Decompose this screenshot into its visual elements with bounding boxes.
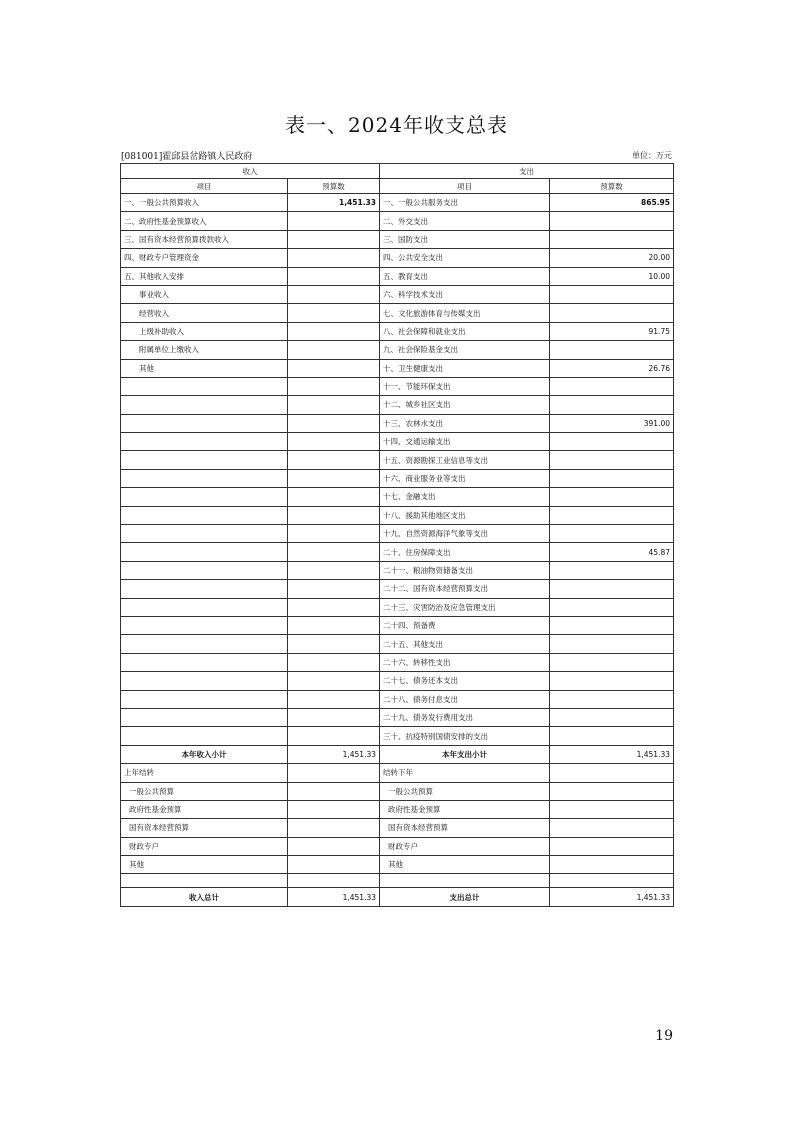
expense-budget-value bbox=[550, 304, 674, 322]
expense-item-label: 二十四、预备费 bbox=[380, 616, 550, 634]
expense-item-label: 二十六、转移性支出 bbox=[380, 653, 550, 671]
expense-total-label: 支出总计 bbox=[380, 888, 550, 906]
expense-item-label: 十五、资源勘探工业信息等支出 bbox=[380, 451, 550, 469]
table-row bbox=[121, 396, 674, 414]
carryover-expense-label: 国有资本经营预算 bbox=[380, 819, 550, 837]
expense-budget-value bbox=[550, 451, 674, 469]
carryover-expense-label: 其他 bbox=[380, 856, 550, 874]
table-row bbox=[121, 341, 674, 359]
income-budget-value bbox=[288, 230, 380, 248]
table-row bbox=[121, 304, 674, 322]
income-item-label bbox=[121, 451, 288, 469]
expense-budget-value bbox=[550, 285, 674, 303]
income-budget-value: 1,451.33 bbox=[288, 194, 380, 212]
carryover-income-value bbox=[288, 800, 380, 818]
carryover-income-value bbox=[288, 782, 380, 800]
expense-item-label: 十九、自然资源海洋气象等支出 bbox=[380, 525, 550, 543]
income-budget-value bbox=[288, 212, 380, 230]
income-item-label: 其他 bbox=[121, 359, 288, 377]
income-item-label bbox=[121, 653, 288, 671]
expense-budget-value: 45.87 bbox=[550, 543, 674, 561]
table-row bbox=[121, 249, 674, 267]
expense-item-label: 十八、援助其他地区支出 bbox=[380, 506, 550, 524]
expense-item-label: 八、社会保障和就业支出 bbox=[380, 322, 550, 340]
carryover-income-label: 政府性基金预算 bbox=[121, 800, 288, 818]
table-row bbox=[121, 433, 674, 451]
carryover-expense-label: 政府性基金预算 bbox=[380, 800, 550, 818]
empty-cell bbox=[550, 874, 674, 888]
expense-total-value: 1,451.33 bbox=[550, 888, 674, 906]
expense-budget-value bbox=[550, 230, 674, 248]
carryover-row bbox=[121, 837, 674, 855]
table-row bbox=[121, 285, 674, 303]
expense-budget-value bbox=[550, 469, 674, 487]
unit-label: 单位：万元 bbox=[632, 151, 672, 160]
carryover-expense-label: 财政专户 bbox=[380, 837, 550, 855]
budget-summary-table bbox=[120, 163, 674, 907]
carryover-expense-value bbox=[550, 819, 674, 837]
income-budget-value bbox=[288, 506, 380, 524]
expense-budget-value bbox=[550, 212, 674, 230]
income-budget-value bbox=[288, 672, 380, 690]
income-item-label bbox=[121, 690, 288, 708]
expense-item-label: 五、教育支出 bbox=[380, 267, 550, 285]
expense-budget-value bbox=[550, 433, 674, 451]
income-budget-value bbox=[288, 304, 380, 322]
carryover-income-label: 其他 bbox=[121, 856, 288, 874]
table-row bbox=[121, 543, 674, 561]
income-item-label bbox=[121, 525, 288, 543]
spacer-row bbox=[121, 874, 674, 888]
expense-budget-value: 26.76 bbox=[550, 359, 674, 377]
organization-name: [081001]霍邱县岔路镇人民政府 bbox=[121, 152, 253, 162]
income-budget-value bbox=[288, 525, 380, 543]
column-header-row bbox=[121, 179, 674, 194]
expense-item-header: 项目 bbox=[380, 179, 550, 194]
income-budget-value bbox=[288, 469, 380, 487]
income-budget-value bbox=[288, 580, 380, 598]
expense-budget-value bbox=[550, 672, 674, 690]
income-budget-value bbox=[288, 414, 380, 432]
table-row bbox=[121, 598, 674, 616]
expense-item-label: 十、卫生健康支出 bbox=[380, 359, 550, 377]
income-budget-value bbox=[288, 433, 380, 451]
income-budget-value bbox=[288, 451, 380, 469]
carryover-expense-value bbox=[550, 764, 674, 782]
table-row bbox=[121, 690, 674, 708]
income-budget-value bbox=[288, 341, 380, 359]
income-item-label bbox=[121, 543, 288, 561]
income-item-label: 一、一般公共预算收入 bbox=[121, 194, 288, 212]
expense-item-label: 一、一般公共服务支出 bbox=[380, 194, 550, 212]
expense-budget-value bbox=[550, 377, 674, 395]
carryover-row bbox=[121, 782, 674, 800]
income-item-label: 四、财政专户管理资金 bbox=[121, 249, 288, 267]
expense-item-label: 二十八、债务付息支出 bbox=[380, 690, 550, 708]
income-item-label bbox=[121, 708, 288, 726]
carryover-income-value bbox=[288, 819, 380, 837]
income-item-label bbox=[121, 635, 288, 653]
income-item-label bbox=[121, 506, 288, 524]
expense-subtotal-value: 1,451.33 bbox=[550, 745, 674, 763]
expense-budget-value bbox=[550, 635, 674, 653]
expense-item-label: 二十、住房保障支出 bbox=[380, 543, 550, 561]
income-budget-value bbox=[288, 635, 380, 653]
table-row bbox=[121, 653, 674, 671]
expense-budget-value bbox=[550, 561, 674, 579]
expense-budget-value bbox=[550, 690, 674, 708]
income-subtotal-label: 本年收入小计 bbox=[121, 745, 288, 763]
expense-budget-value bbox=[550, 708, 674, 726]
expense-budget-value: 865.95 bbox=[550, 194, 674, 212]
income-budget-value bbox=[288, 377, 380, 395]
total-row bbox=[121, 888, 674, 906]
table-row bbox=[121, 672, 674, 690]
income-item-header: 项目 bbox=[121, 179, 288, 194]
table-row bbox=[121, 708, 674, 726]
carryover-expense-value bbox=[550, 837, 674, 855]
income-budget-value bbox=[288, 708, 380, 726]
table-row bbox=[121, 359, 674, 377]
carryover-income-value bbox=[288, 856, 380, 874]
expense-item-label: 二十九、债务发行费用支出 bbox=[380, 708, 550, 726]
empty-cell bbox=[288, 874, 380, 888]
expense-item-label: 十二、城乡社区支出 bbox=[380, 396, 550, 414]
income-budget-value bbox=[288, 249, 380, 267]
table-row bbox=[121, 377, 674, 395]
carryover-income-label: 国有资本经营预算 bbox=[121, 819, 288, 837]
empty-cell bbox=[121, 874, 288, 888]
income-item-label bbox=[121, 433, 288, 451]
expense-item-label: 七、文化旅游体育与传媒支出 bbox=[380, 304, 550, 322]
income-item-label: 上级补助收入 bbox=[121, 322, 288, 340]
carryover-expense-label: 结转下年 bbox=[380, 764, 550, 782]
income-item-label bbox=[121, 580, 288, 598]
expense-budget-value bbox=[550, 580, 674, 598]
expense-budget-value bbox=[550, 525, 674, 543]
expense-item-label: 十七、金融支出 bbox=[380, 488, 550, 506]
page-title: 表一、2024年收支总表 bbox=[285, 113, 508, 137]
expense-item-label: 十四、交通运输支出 bbox=[380, 433, 550, 451]
income-item-label bbox=[121, 469, 288, 487]
table-row bbox=[121, 616, 674, 634]
income-budget-value bbox=[288, 285, 380, 303]
income-item-label: 经营收入 bbox=[121, 304, 288, 322]
carryover-expense-label: 一般公共预算 bbox=[380, 782, 550, 800]
carryover-income-label: 财政专户 bbox=[121, 837, 288, 855]
income-item-label: 五、其他收入安排 bbox=[121, 267, 288, 285]
income-item-label bbox=[121, 727, 288, 745]
income-total-label: 收入总计 bbox=[121, 888, 288, 906]
income-budget-value bbox=[288, 359, 380, 377]
income-item-label bbox=[121, 414, 288, 432]
expense-item-label: 十一、节能环保支出 bbox=[380, 377, 550, 395]
expense-item-label: 二十五、其他支出 bbox=[380, 635, 550, 653]
expense-budget-value bbox=[550, 727, 674, 745]
table-row bbox=[121, 727, 674, 745]
table-row bbox=[121, 414, 674, 432]
section-header-row bbox=[121, 164, 674, 179]
expense-header: 支出 bbox=[380, 164, 674, 179]
income-subtotal-value: 1,451.33 bbox=[288, 745, 380, 763]
expense-item-label: 二十三、灾害防治及应急管理支出 bbox=[380, 598, 550, 616]
expense-subtotal-label: 本年支出小计 bbox=[380, 745, 550, 763]
expense-budget-value: 20.00 bbox=[550, 249, 674, 267]
income-budget-value bbox=[288, 488, 380, 506]
expense-item-label: 二、外交支出 bbox=[380, 212, 550, 230]
expense-budget-value bbox=[550, 653, 674, 671]
carryover-expense-value bbox=[550, 856, 674, 874]
expense-budget-value bbox=[550, 598, 674, 616]
income-item-label bbox=[121, 561, 288, 579]
income-item-label bbox=[121, 377, 288, 395]
table-row bbox=[121, 194, 674, 212]
expense-item-label: 十六、商业服务业等支出 bbox=[380, 469, 550, 487]
income-budget-value bbox=[288, 653, 380, 671]
table-row bbox=[121, 267, 674, 285]
expense-budget-value bbox=[550, 616, 674, 634]
expense-budget-value: 391.00 bbox=[550, 414, 674, 432]
table-row bbox=[121, 230, 674, 248]
carryover-income-label: 上年结转 bbox=[121, 764, 288, 782]
income-budget-header: 预算数 bbox=[288, 179, 380, 194]
expense-budget-value bbox=[550, 396, 674, 414]
table-row bbox=[121, 322, 674, 340]
expense-budget-value bbox=[550, 341, 674, 359]
carryover-row bbox=[121, 856, 674, 874]
expense-item-label: 三、国防支出 bbox=[380, 230, 550, 248]
table-row bbox=[121, 469, 674, 487]
expense-budget-value bbox=[550, 506, 674, 524]
income-total-value: 1,451.33 bbox=[288, 888, 380, 906]
table-row bbox=[121, 488, 674, 506]
carryover-row bbox=[121, 819, 674, 837]
income-item-label: 附属单位上缴收入 bbox=[121, 341, 288, 359]
carryover-income-value bbox=[288, 837, 380, 855]
income-budget-value bbox=[288, 690, 380, 708]
empty-cell bbox=[380, 874, 550, 888]
subtotal-row bbox=[121, 745, 674, 763]
income-budget-value bbox=[288, 322, 380, 340]
income-item-label bbox=[121, 672, 288, 690]
table-row bbox=[121, 506, 674, 524]
table-row bbox=[121, 635, 674, 653]
table-row bbox=[121, 451, 674, 469]
income-item-label: 三、国有资本经营预算拨款收入 bbox=[121, 230, 288, 248]
expense-item-label: 四、公共安全支出 bbox=[380, 249, 550, 267]
expense-budget-header: 预算数 bbox=[550, 179, 674, 194]
table-row bbox=[121, 212, 674, 230]
carryover-row bbox=[121, 764, 674, 782]
expense-item-label: 二十二、国有资本经营预算支出 bbox=[380, 580, 550, 598]
expense-budget-value bbox=[550, 488, 674, 506]
income-header: 收入 bbox=[121, 164, 380, 179]
carryover-expense-value bbox=[550, 800, 674, 818]
income-budget-value bbox=[288, 543, 380, 561]
expense-item-label: 二十七、债务还本支出 bbox=[380, 672, 550, 690]
table-row bbox=[121, 561, 674, 579]
income-item-label: 二、政府性基金预算收入 bbox=[121, 212, 288, 230]
table-row bbox=[121, 580, 674, 598]
income-item-label bbox=[121, 488, 288, 506]
expense-item-label: 三十、抗疫特别国债安排的支出 bbox=[380, 727, 550, 745]
table-row bbox=[121, 525, 674, 543]
income-budget-value bbox=[288, 561, 380, 579]
income-budget-value bbox=[288, 616, 380, 634]
income-budget-value bbox=[288, 396, 380, 414]
expense-item-label: 十三、农林水支出 bbox=[380, 414, 550, 432]
page-number: 19 bbox=[655, 1028, 673, 1044]
income-item-label: 事业收入 bbox=[121, 285, 288, 303]
income-item-label bbox=[121, 598, 288, 616]
expense-budget-value: 10.00 bbox=[550, 267, 674, 285]
income-budget-value bbox=[288, 267, 380, 285]
income-item-label bbox=[121, 396, 288, 414]
expense-item-label: 六、科学技术支出 bbox=[380, 285, 550, 303]
carryover-income-value bbox=[288, 764, 380, 782]
income-budget-value bbox=[288, 598, 380, 616]
expense-budget-value: 91.75 bbox=[550, 322, 674, 340]
income-item-label bbox=[121, 616, 288, 634]
expense-item-label: 九、社会保险基金支出 bbox=[380, 341, 550, 359]
income-budget-value bbox=[288, 727, 380, 745]
carryover-expense-value bbox=[550, 782, 674, 800]
carryover-row bbox=[121, 800, 674, 818]
expense-item-label: 二十一、粮油物资储备支出 bbox=[380, 561, 550, 579]
carryover-income-label: 一般公共预算 bbox=[121, 782, 288, 800]
